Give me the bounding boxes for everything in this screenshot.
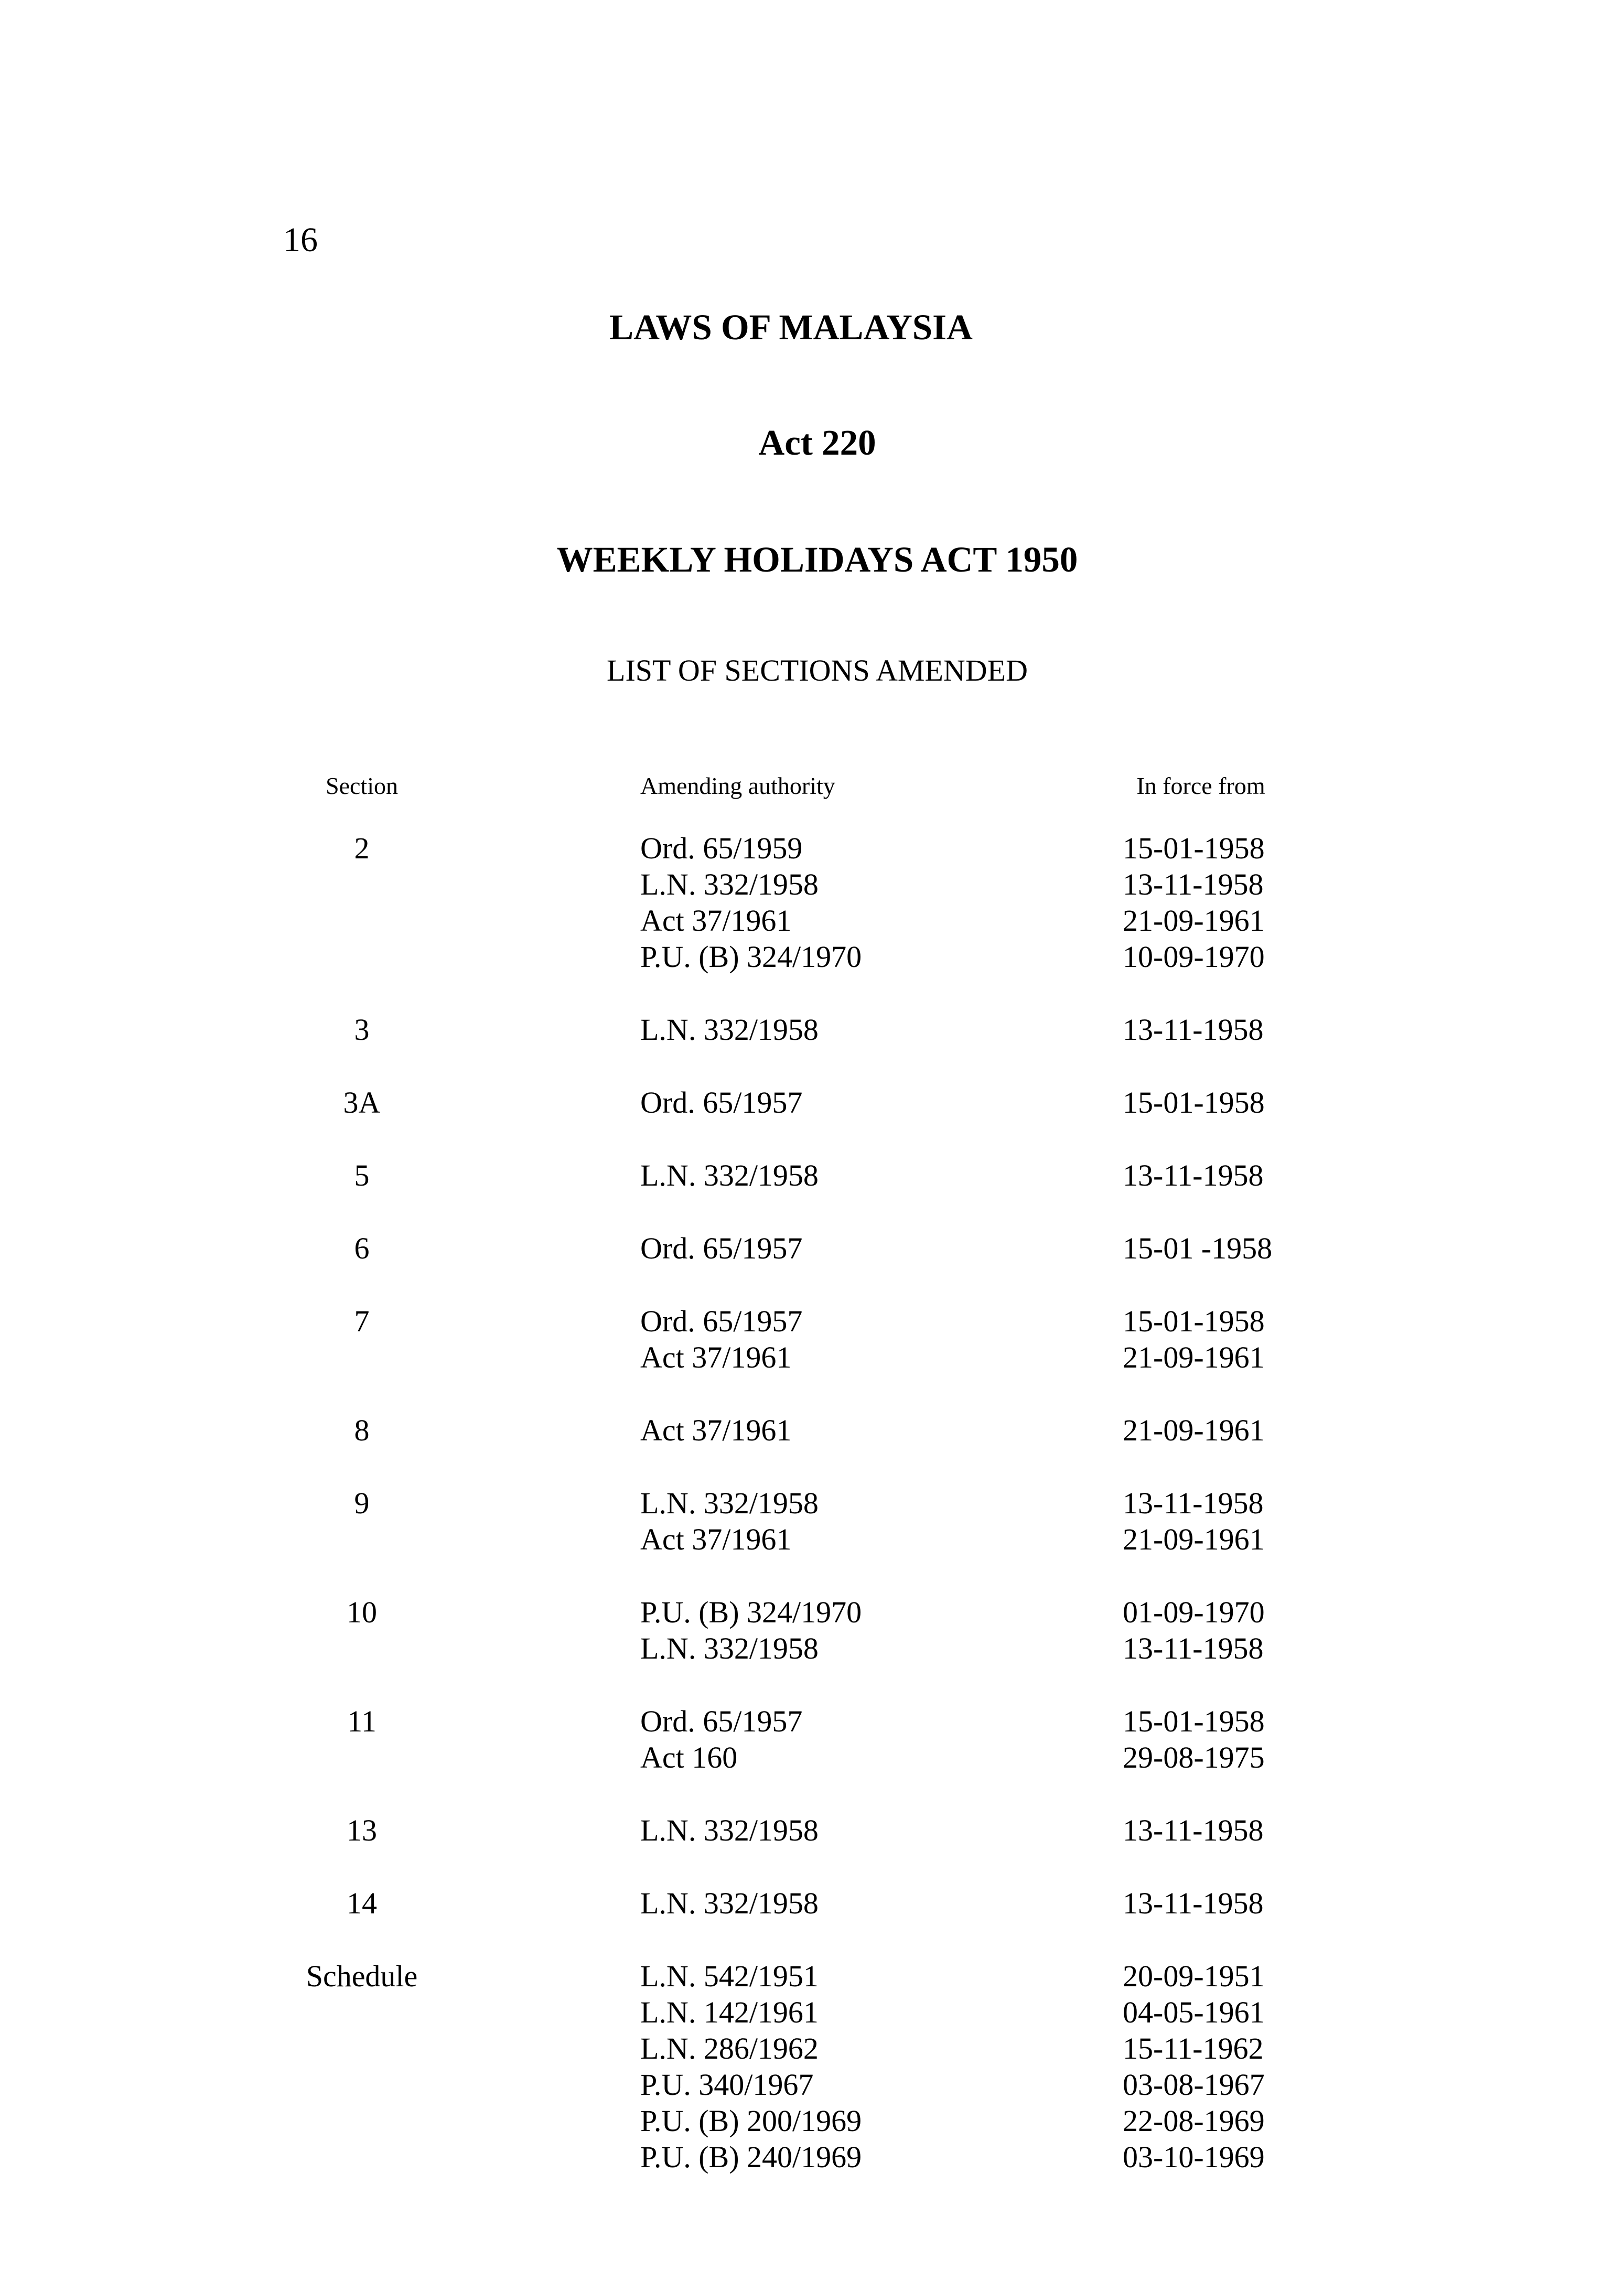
in-force-date: 15-01 -1958 [1123, 1231, 1273, 1265]
section-group [0, 1812, 1624, 1848]
section-number: 3A [343, 1085, 381, 1120]
amending-authority: Act 37/1961 [640, 1340, 792, 1374]
act-number: Act 220 [758, 423, 876, 462]
act-title: WEEKLY HOLIDAYS ACT 1950 [556, 540, 1078, 579]
amending-authority: Ord. 65/1957 [640, 1085, 803, 1120]
amendment-entries [640, 1703, 1322, 1776]
amending-authority: Ord. 65/1957 [640, 1231, 803, 1265]
amending-authority: P.U. 340/1967 [640, 2068, 814, 2102]
column-header-section: Section [326, 772, 398, 799]
amendment-entries [640, 830, 1322, 975]
in-force-date: 21-09-1961 [1123, 903, 1265, 938]
in-force-date: 21-09-1961 [1123, 1340, 1265, 1374]
in-force-date: 13-11-1958 [1123, 1486, 1264, 1520]
amending-authority: Act 37/1961 [640, 903, 792, 938]
amending-authority: Ord. 65/1957 [640, 1304, 803, 1338]
section-number: 14 [347, 1886, 377, 1920]
table-row [640, 1339, 1322, 1375]
section-group [0, 1412, 1624, 1448]
section-number: 10 [347, 1595, 377, 1629]
table-row [640, 1739, 1322, 1776]
table-row [640, 1521, 1322, 1557]
amendments-table [0, 830, 1624, 2212]
amendment-entries [640, 1885, 1322, 1921]
section-number: 9 [354, 1486, 370, 1520]
amending-authority: L.N. 332/1958 [640, 1813, 819, 1847]
amending-authority: Act 37/1961 [640, 1413, 792, 1447]
in-force-date: 21-09-1961 [1123, 1413, 1265, 1447]
table-row [640, 2067, 1322, 2103]
in-force-date: 21-09-1961 [1123, 1522, 1265, 1556]
section-group [0, 1157, 1624, 1193]
in-force-date: 13-11-1958 [1123, 1013, 1264, 1047]
amending-authority: Act 37/1961 [640, 1522, 792, 1556]
table-row [640, 1084, 1322, 1121]
amending-authority: P.U. (B) 324/1970 [640, 1595, 862, 1629]
section-number: 2 [354, 831, 370, 865]
section-group [0, 1885, 1624, 1921]
section-number: 13 [347, 1813, 377, 1847]
section-group [0, 830, 1624, 975]
amendment-entries [640, 1812, 1322, 1848]
in-force-date: 04-05-1961 [1123, 1995, 1265, 2029]
table-row [640, 1230, 1322, 1266]
table-row [640, 1630, 1322, 1666]
amending-authority: Act 160 [640, 1740, 738, 1774]
amending-authority: L.N. 142/1961 [640, 1995, 819, 2029]
in-force-date: 29-08-1975 [1123, 1740, 1265, 1774]
amending-authority: L.N. 542/1951 [640, 1959, 819, 1993]
table-row [640, 1958, 1322, 1994]
amending-authority: P.U. (B) 200/1969 [640, 2104, 862, 2138]
section-number: 5 [354, 1158, 370, 1192]
amending-authority: L.N. 332/1958 [640, 1158, 819, 1192]
table-row [640, 1885, 1322, 1921]
section-number: 3 [354, 1013, 370, 1047]
table-row [640, 2103, 1322, 2139]
section-number: 7 [354, 1304, 370, 1338]
in-force-date: 01-09-1970 [1123, 1595, 1265, 1629]
column-header-in-force-from: In force from [1136, 772, 1265, 799]
in-force-date: 15-11-1962 [1123, 2031, 1264, 2065]
amending-authority: Ord. 65/1957 [640, 1704, 803, 1738]
amending-authority: P.U. (B) 240/1969 [640, 2140, 862, 2174]
section-number: 6 [354, 1231, 370, 1265]
in-force-date: 15-01-1958 [1123, 1085, 1265, 1120]
amendment-entries [640, 1157, 1322, 1193]
section-group [0, 1703, 1624, 1776]
table-row [640, 1812, 1322, 1848]
table-row [640, 2139, 1322, 2175]
table-row [640, 1485, 1322, 1521]
amendment-entries [640, 1012, 1322, 1048]
in-force-date: 20-09-1951 [1123, 1959, 1265, 1993]
amending-authority: L.N. 332/1958 [640, 867, 819, 901]
in-force-date: 15-01-1958 [1123, 831, 1265, 865]
amending-authority: L.N. 332/1958 [640, 1631, 819, 1665]
table-row [640, 2030, 1322, 2067]
amendment-entries [640, 1412, 1322, 1448]
amendment-entries [640, 1303, 1322, 1375]
amendment-entries [640, 1084, 1322, 1121]
table-row [640, 866, 1322, 902]
section-group [0, 1485, 1624, 1557]
amending-authority: Ord. 65/1959 [640, 831, 803, 865]
in-force-date: 13-11-1958 [1123, 1631, 1264, 1665]
table-row [640, 939, 1322, 975]
section-number: 8 [354, 1413, 370, 1447]
table-row [640, 1412, 1322, 1448]
table-row [640, 902, 1322, 939]
section-number: 11 [347, 1704, 377, 1738]
section-number: Schedule [306, 1959, 418, 1993]
section-group [0, 1230, 1624, 1266]
list-title: LIST OF SECTIONS AMENDED [607, 653, 1028, 687]
section-group [0, 1084, 1624, 1121]
table-row [640, 1594, 1322, 1630]
section-group [0, 1303, 1624, 1375]
amendment-entries [640, 1958, 1322, 2175]
law-title: LAWS OF MALAYSIA [609, 307, 973, 347]
amending-authority: L.N. 286/1962 [640, 2031, 819, 2065]
in-force-date: 13-11-1958 [1123, 1886, 1264, 1920]
table-row [640, 1703, 1322, 1739]
in-force-date: 22-08-1969 [1123, 2104, 1265, 2138]
in-force-date: 10-09-1970 [1123, 940, 1265, 974]
amending-authority: L.N. 332/1958 [640, 1013, 819, 1047]
amending-authority: L.N. 332/1958 [640, 1886, 819, 1920]
amendment-entries [640, 1594, 1322, 1666]
column-header-amending-authority: Amending authority [640, 772, 835, 799]
page-number: 16 [283, 221, 318, 259]
table-row [640, 830, 1322, 866]
in-force-date: 03-08-1967 [1123, 2068, 1265, 2102]
in-force-date: 13-11-1958 [1123, 867, 1264, 901]
table-row [640, 1303, 1322, 1339]
in-force-date: 13-11-1958 [1123, 1158, 1264, 1192]
amendment-entries [640, 1485, 1322, 1557]
amendment-entries [640, 1230, 1322, 1266]
amending-authority: L.N. 332/1958 [640, 1486, 819, 1520]
table-row [640, 1157, 1322, 1193]
in-force-date: 03-10-1969 [1123, 2140, 1265, 2174]
in-force-date: 15-01-1958 [1123, 1704, 1265, 1738]
amending-authority: P.U. (B) 324/1970 [640, 940, 862, 974]
in-force-date: 15-01-1958 [1123, 1304, 1265, 1338]
section-group [0, 1594, 1624, 1666]
table-row [640, 1012, 1322, 1048]
in-force-date: 13-11-1958 [1123, 1813, 1264, 1847]
table-row [640, 1994, 1322, 2030]
section-group [0, 1012, 1624, 1048]
section-group [0, 1958, 1624, 2175]
